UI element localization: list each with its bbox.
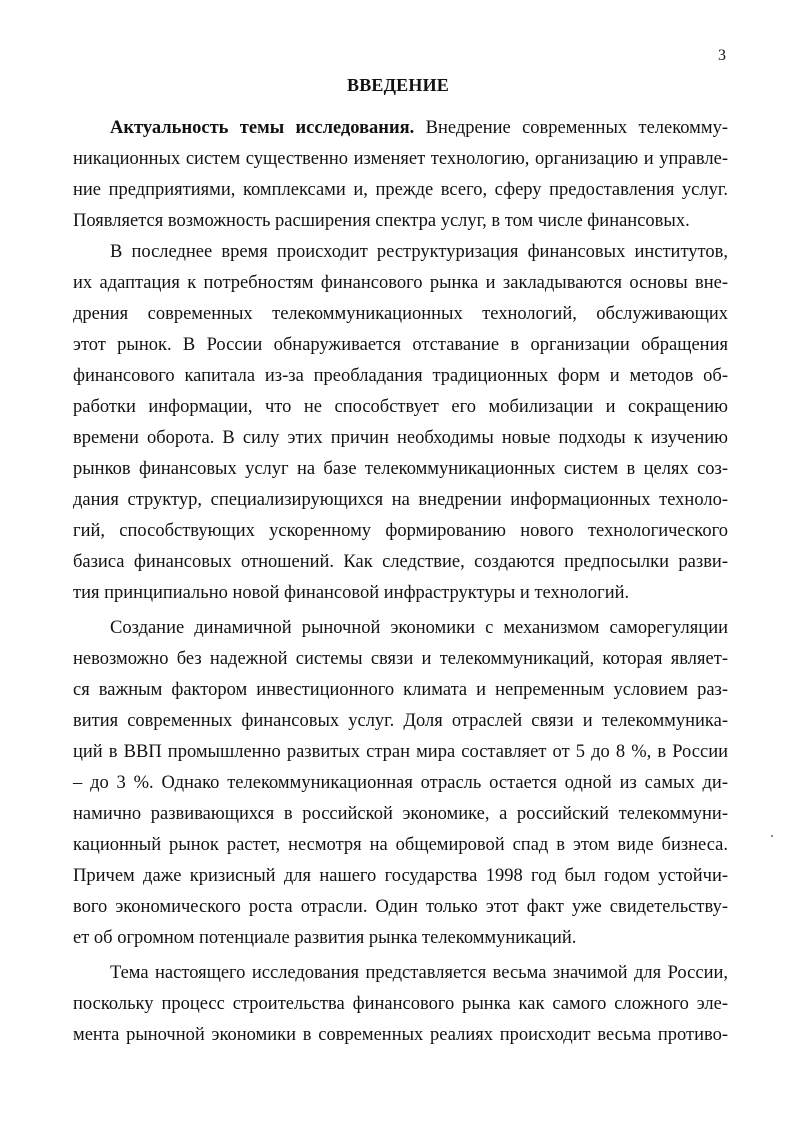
paragraph-line <box>73 113 728 144</box>
paragraph-line: дрения современных телекоммуникационных технологий, обслуживающих <box>73 304 728 324</box>
page-title: ВВЕДЕНИЕ <box>346 75 449 95</box>
paragraph-line: времени оборота. В силу этих причин необходимы новые подходы к изучению <box>73 428 728 448</box>
paragraph-restructuring <box>73 237 728 609</box>
paragraph-line: тия принципиально новой финансовой инфраструктуры и технологий. <box>73 583 630 603</box>
paragraph-line: вого экономического роста отрасли. Один только этот факт уже свидетельству- <box>73 897 728 917</box>
paragraph-line: ет об огромном потенциале развития рынка телекоммуникаций. <box>73 928 577 948</box>
paragraph-line: ций в ВВП промышленно развитых стран мира составляет от 5 до 8 %, в России <box>73 742 728 762</box>
paragraph-line: невозможно без надежной системы связи и телекоммуникаций, которая являет- <box>73 649 728 669</box>
paragraph-line: кационный рынок растет, несмотря на общемировой спад в этом виде бизнеса. <box>73 835 728 855</box>
paragraph-line: Тема настоящего исследования представляется весьма значимой для России, <box>110 963 728 983</box>
section-lead-in: Актуальность темы исследования. <box>110 118 415 138</box>
paragraph-line: работки информации, что не способствует его мобилизации и сокращению <box>73 397 728 417</box>
paragraph-line: ся важным фактором инвестиционного климата и непременным условием раз- <box>73 680 728 700</box>
paragraph-research-topic <box>73 958 728 1051</box>
paragraph-line: мента рыночной экономики в современных реалиях происходит весьма противо- <box>73 1025 728 1045</box>
paragraph-line: Появляется возможность расширения спектра услуг, в том числе финансовых. <box>73 211 690 231</box>
paragraph-line: В последнее время происходит реструктуризация финансовых институтов, <box>110 242 728 262</box>
paragraph-line-text: Внедрение современных телекомму- <box>414 118 728 138</box>
paragraph-line: никационных систем существенно изменяет технологию, организацию и управле- <box>73 149 728 169</box>
paragraph-line: гий, способствующих ускоренному формированию нового технологического <box>73 521 728 541</box>
paragraph-line: их адаптация к потребностям финансового рынка и закладываются основы вне- <box>73 273 728 293</box>
document-body <box>73 113 728 1051</box>
page-number: 3 <box>718 47 726 64</box>
scan-speck <box>771 835 773 837</box>
paragraph-line: базиса финансовых отношений. Как следствие, создаются предпосылки разви- <box>73 552 728 572</box>
paragraph-telecom-market <box>73 613 728 954</box>
paragraph-line: рынков финансовых услуг на базе телекоммуникационных систем в целях соз- <box>73 459 728 479</box>
paragraph-line: намично развивающихся в российской экономике, а российский телекоммуни- <box>73 804 728 824</box>
paragraph-line: финансового капитала из-за преобладания традиционных форм и методов об- <box>73 366 728 386</box>
paragraph-line: ние предприятиями, комплексами и, прежде всего, сферу предоставления услуг. <box>73 180 728 200</box>
paragraph-line: этот рынок. В России обнаруживается отставание в организации обращения <box>73 335 728 355</box>
paragraph-line: Причем даже кризисный для нашего государства 1998 год был годом устойчи- <box>73 866 728 886</box>
paragraph-relevance <box>73 113 728 237</box>
paragraph-line: вития современных финансовых услуг. Доля отраслей связи и телекоммуника- <box>73 711 728 731</box>
paragraph-line: поскольку процесс строительства финансового рынка как самого сложного эле- <box>73 994 728 1014</box>
paragraph-line: дания структур, специализирующихся на внедрении информационных техноло- <box>73 490 728 510</box>
paragraph-line: – до 3 %. Однако телекоммуникационная отрасль остается одной из самых ди- <box>73 773 728 793</box>
paragraph-line: Создание динамичной рыночной экономики с механизмом саморегуляции <box>110 618 728 638</box>
